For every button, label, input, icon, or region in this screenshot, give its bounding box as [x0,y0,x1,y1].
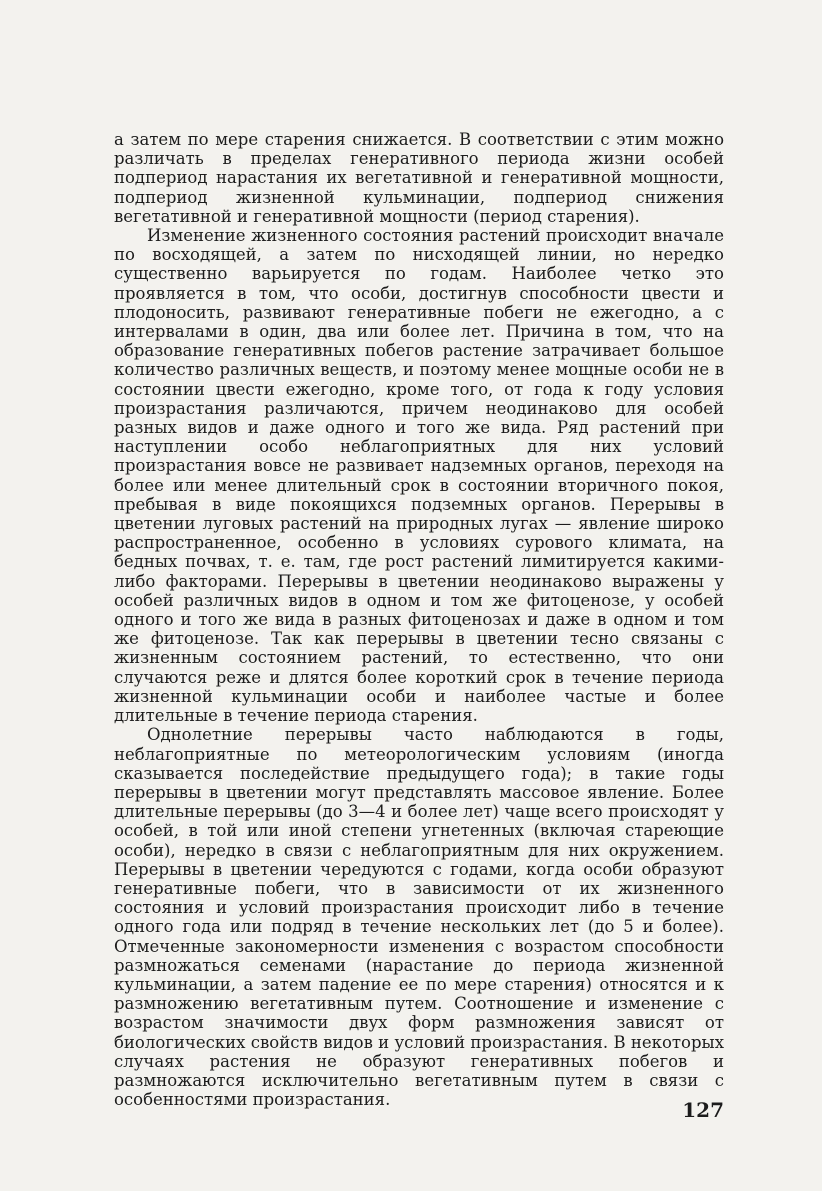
paragraph-2: Изменение жизненного состояния растений происходит вначале по восходящей, а затем по нисходящей линии, но нередко существенно варьируется по годам. Наиболее четко это проявляется в том, что особи, достигнув способности цвести и плодоносить, развивают генеративные побеги не ежегодно, а с интервалами в один, два или более лет. Причина в том, что на образование генеративных побегов растение затрачивает большое количество различных веществ, и поэтому менее мощные особи не в состоянии цвести ежегодно, кроме того, от года к году условия произрастания различаются, причем неодинаково для особей разных видов и даже одного и того же вида. Ряд растений при наступлении особо неблагоприятных для них условий произрастания вовсе не развивает надземных органов, переходя на более или менее длительный срок в состоянии вторичного покоя, пребывая в виде покоящихся подземных органов. Перерывы в цветении луговых растений на природных лугах — явление широко распространенное, особенно в условиях сурового климата, на бедных почвах, т. е. там, где рост растений лимитируется какими-либо факторами. Перерывы в цветении неодинаково выражены у особей различных видов в одном и том же фитоценозе, у особей одного и того же вида в разных фитоценозах и даже в одном и том же фитоценозе. Так как перерывы в цветении тесно связаны с жизненным состоянием растений, то естественно, что они случаются реже и длятся более короткий срок в течение периода жизненной кульминации особи и наиболее частые и более длительные в течение периода старения. [114,226,724,726]
page-body [114,130,724,1109]
page-number: 127 [682,1098,724,1122]
paragraph-3: Однолетние перерывы часто наблюдаются в годы, неблагоприятные по метеорологическим условиям (иногда сказывается последействие предыдущего года); в такие годы перерывы в цветении могут представлять массовое явление. Более длительные перерывы (до 3—4 и более лет) чаще всего происходят у особей, в той или иной степени угнетенных (включая стареющие особи), нередко в связи с неблагоприятным для них окружением. Перерывы в цветении чередуются с годами, когда особи образуют генеративные побеги, что в зависимости от их жизненного состояния и условий произрастания происходит либо в течение одного года или подряд в течение нескольких лет (до 5 и более). Отмеченные закономерности изменения с возрастом способности размножаться семенами (нарастание до периода жизненной кульминации, а затем падение ее по мере старения) относятся и к размножению вегетативным путем. Соотношение и изменение с возрастом значимости двух форм размножения зависят от биологических свойств видов и условий произрастания. В некоторых случаях растения не образуют генеративных побегов и размножаются исключительно вегетативным путем в связи с особенностями произрастания. [114,725,724,1110]
paragraph-1: а затем по мере старения снижается. В соответствии с этим можно различать в пределах генеративного периода жизни особей подпериод нарастания их вегетативной и генеративной мощности, подпериод жизненной кульминации, подпериод снижения вегетативной и генеративной мощности (период старения). [114,130,724,226]
